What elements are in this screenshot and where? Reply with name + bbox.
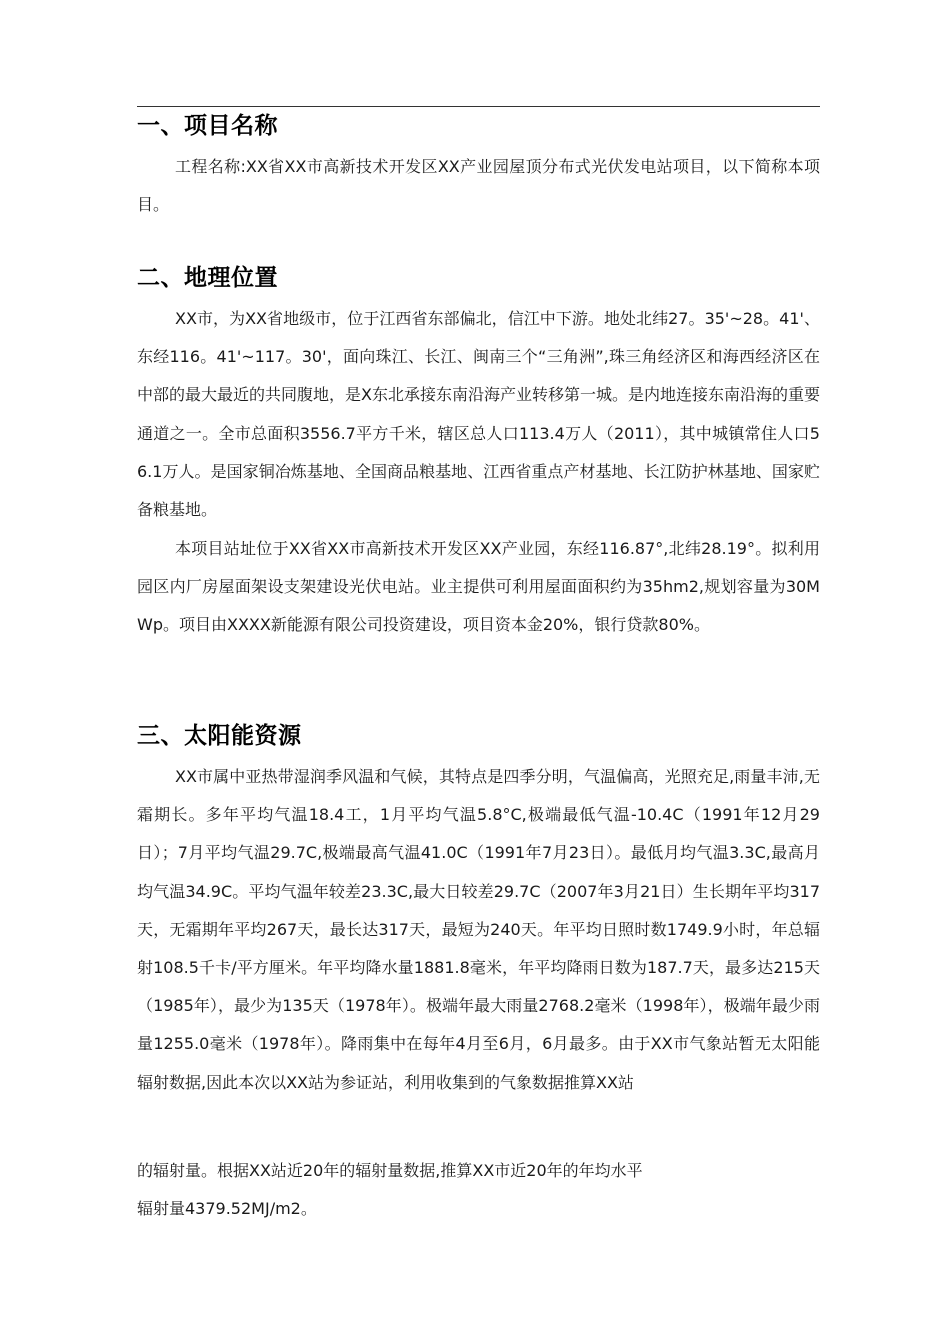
paragraph-project-name: 工程名称:XX省XX市高新技术开发区XX产业园屋顶分布式光伏发电站项目，以下简称本项目。 (137, 157, 820, 215)
section-heading-solar-resource: 三、太阳能资源 (137, 723, 302, 749)
paragraph-location-site: 本项目站址位于XX省XX市高新技术开发区XX产业园，东经116.87°,北纬28.19°。拟利用园区内厂房屋面架设支架建设光伏电站。业主提供可利用屋面面积约为35hm2,规划容量为30MWp。项目由XXXX新能源有限公司投资建设，项目资本金20%，银行贷款80%。 (137, 539, 820, 635)
header-rule (137, 106, 820, 107)
section-heading-location: 二、地理位置 (137, 265, 278, 291)
trailing-line-radiation-1: 的辐射量。根据XX站近20年的辐射量数据,推算XX市近20年的年均水平 (137, 1161, 643, 1180)
trailing-line-radiation-2: 辐射量4379.52MJ/m2。 (137, 1199, 317, 1218)
section-heading-project-name: 一、项目名称 (137, 113, 278, 139)
paragraph-location-city: XX市，为XX省地级市，位于江西省东部偏北，信江中下游。地处北纬27。35'~28。41'、东经116。41'~117。30'，面向珠江、长江、闽南三个“三角洲”,珠三角经济区和海西经济区在中部的最大最近的共同腹地，是X东北承接东南沿海产业转移第一城。是内地连接东南沿海的重要通道之一。全市总面积3556.7平方千米，辖区总人口113.4万人（2011），其中城镇常住人口56.1万人。是国家铜冶炼基地、全国商品粮基地、江西省重点产材基地、长江防护林基地、国家贮备粮基地。 (137, 309, 820, 520)
paragraph-solar-climate: XX市属中亚热带湿润季风温和气候，其特点是四季分明，气温偏高，光照充足,雨量丰沛,无霜期长。多年平均气温18.4工，1月平均气温5.8°C,极端最低气温-10.4C（1991年12月29日）；7月平均气温29.7C,极端最高气温41.0C（1991年7月23日）。最低月均气温3.3C,最高月均气温34.9C。平均气温年较差23.3C,最大日较差29.7C（2007年3月21日）生长期年平均317天，无霜期年平均267天，最长达317天，最短为240天。年平均日照时数1749.9小时，年总辐射108.5千卡/平方厘米。年平均降水量1881.8毫米，年平均降雨日数为187.7天，最多达215天（1985年），最少为135天（1978年）。极端年最大雨量2768.2毫米（1998年），极端年最少雨量1255.0毫米（1978年）。降雨集中在每年4月至6月，6月最多。由于XX市气象站暂无太阳能辐射数据,因此本次以XX站为参证站，利用收集到的气象数据推算XX站 (137, 767, 820, 1092)
